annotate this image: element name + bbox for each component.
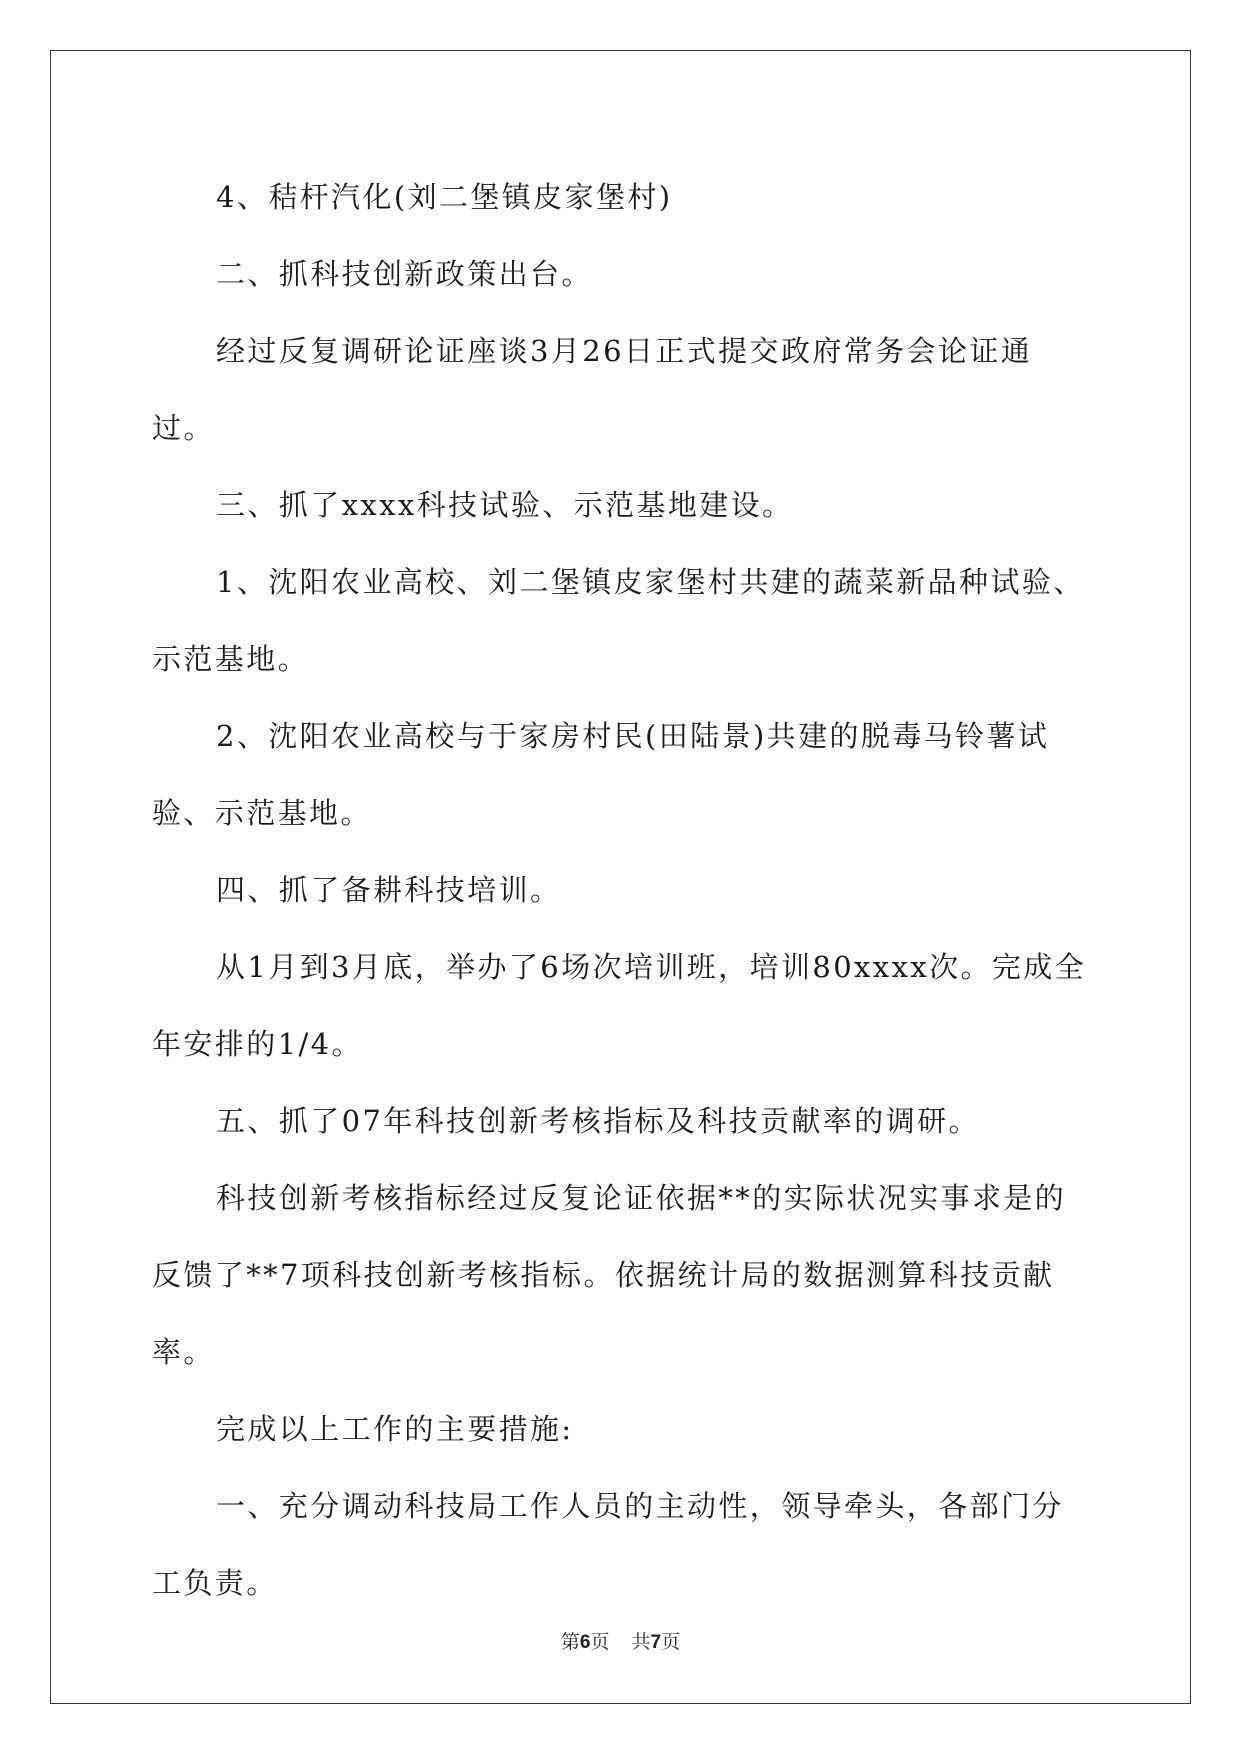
paragraph: 一、充分调动科技局工作人员的主动性，领导牵头，各部门分工负责。 [152,1489,1064,1600]
paragraph: 经过反复调研论证座谈3月26日正式提交政府常务会论证通过。 [152,334,1033,445]
total-prefix: 共 [631,1631,651,1653]
total-page-number: 7 [650,1632,662,1653]
paragraph: 4、秸杆汽化(刘二堡镇皮家堡村) [216,180,673,214]
paragraph: 科技创新考核指标经过反复论证依据**的实际状况实事求是的反馈了**7项科技创新考核指标。依据统计局的数据测算科技贡献率。 [152,1181,1067,1369]
paragraph: 从1月到3月底，举办了6场次培训班，培训80xxxx次。完成全年安排的1/4。 [152,950,1087,1061]
paragraph: 完成以上工作的主要措施: [216,1412,574,1446]
paragraph: 1、沈阳农业高校、刘二堡镇皮家堡村共建的蔬菜新品种试验、示范基地。 [152,565,1085,676]
current-page-number: 6 [579,1632,591,1653]
paragraph: 三、抓了xxxx科技试验、示范基地建设。 [216,488,794,522]
paragraph: 五、抓了07年科技创新考核指标及科技贡献率的调研。 [216,1104,980,1138]
total-label: 页 [661,1631,681,1653]
page-label: 页 [590,1631,610,1653]
paragraph: 2、沈阳农业高校与于家房村民(田陆景)共建的脱毒马铃薯试验、示范基地。 [152,719,1050,830]
document-body [152,159,1092,1622]
paragraph: 二、抓科技创新政策出台。 [216,257,593,291]
page-prefix: 第 [560,1631,580,1653]
paragraph: 四、抓了备耕科技培训。 [216,873,562,907]
page-footer [0,1627,1241,1654]
